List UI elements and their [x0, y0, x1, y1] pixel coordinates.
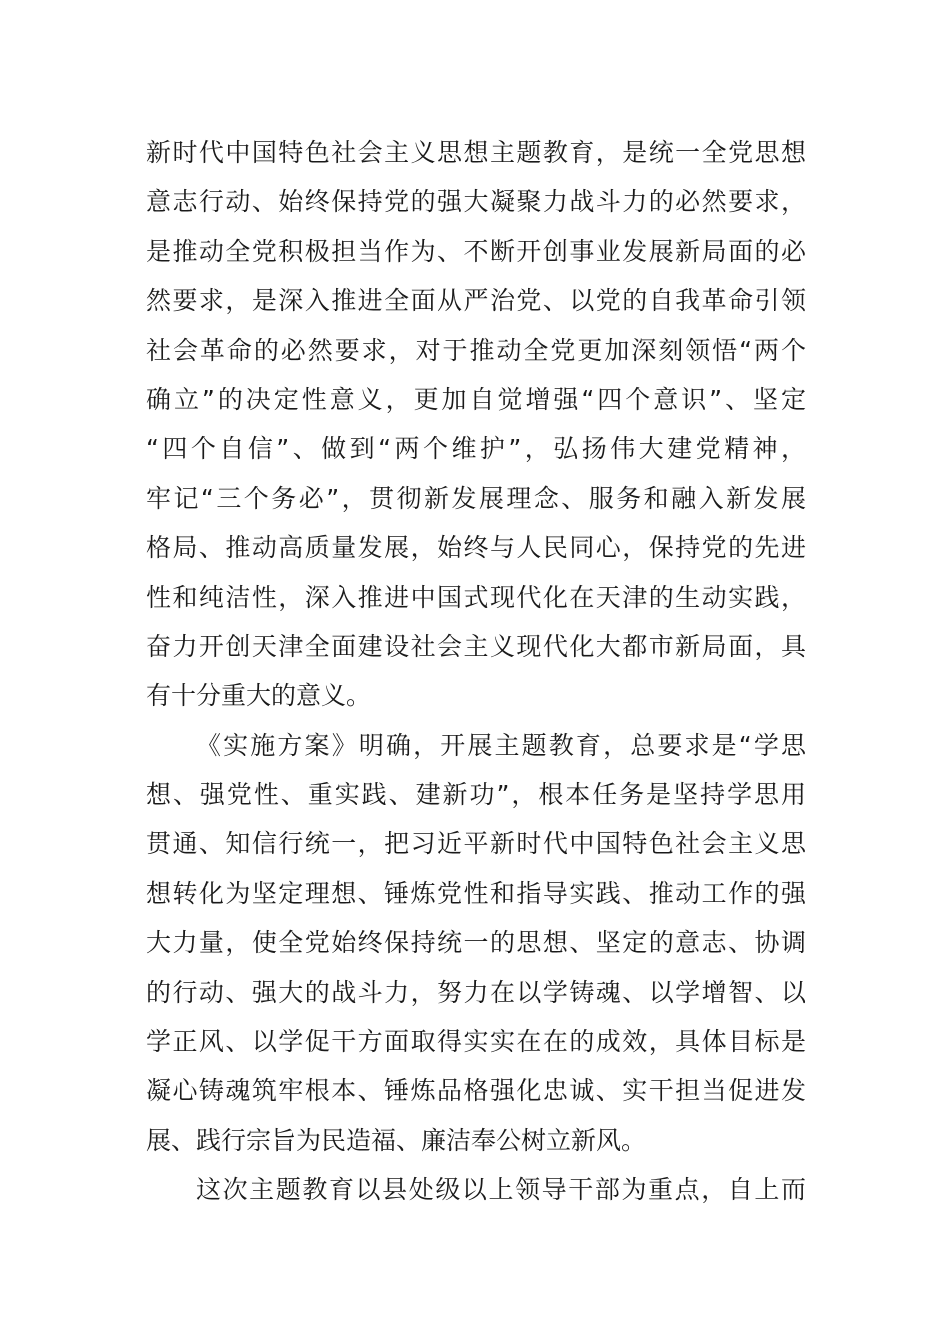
paragraph-3-line-1: 这次主题教育以县处级以上领导干部为重点，自上而	[196, 1175, 806, 1205]
paragraph-2-line-3: 贯通、知信行统一，把习近平新时代中国特色社会主义思	[146, 829, 806, 859]
paragraph-1-line-6: 确立”的决定性意义，更加自觉增强“四个意识”、坚定	[146, 384, 806, 414]
paragraph-1-line-4: 然要求，是深入推进全面从严治党、以党的自我革命引领	[146, 286, 806, 316]
paragraph-2-line-9: 展、践行宗旨为民造福、廉洁奉公树立新风。	[146, 1125, 647, 1155]
paragraph-2-line-8: 凝心铸魂筑牢根本、锤炼品格强化忠诚、实干担当促进发	[146, 1076, 806, 1106]
paragraph-2-line-1: 《实施方案》明确，开展主题教育，总要求是“学思	[196, 730, 806, 760]
paragraph-1-line-9: 格局、推动高质量发展，始终与人民同心，保持党的先进	[146, 533, 806, 563]
paragraph-2-line-5: 大力量，使全党始终保持统一的思想、坚定的意志、协调	[146, 928, 806, 958]
paragraph-2-line-6: 的行动、强大的战斗力，努力在以学铸魂、以学增智、以	[146, 977, 806, 1007]
paragraph-1-line-7: “四个自信”、做到“两个维护”，弘扬伟大建党精神，	[146, 434, 806, 464]
paragraph-1-line-3: 是推动全党积极担当作为、不断开创事业发展新局面的必	[146, 236, 806, 266]
paragraph-1-line-8: 牢记“三个务必”，贯彻新发展理念、服务和融入新发展	[146, 483, 806, 513]
paragraph-2-line-7: 学正风、以学促干方面取得实实在在的成效，具体目标是	[146, 1027, 806, 1057]
paragraph-1-line-10: 性和纯洁性，深入推进中国式现代化在天津的生动实践，	[146, 582, 806, 612]
paragraph-2-line-4: 想转化为坚定理想、锤炼党性和指导实践、推动工作的强	[146, 878, 806, 908]
paragraph-1-line-2: 意志行动、始终保持党的强大凝聚力战斗力的必然要求，	[146, 187, 806, 217]
paragraph-2-line-2: 想、强党性、重实践、建新功”，根本任务是坚持学思用	[146, 780, 806, 810]
paragraph-1-line-5: 社会革命的必然要求，对于推动全党更加深刻领悟“两个	[146, 335, 806, 365]
document-body	[146, 128, 806, 1215]
paragraph-1-line-12: 有十分重大的意义。	[146, 681, 372, 711]
paragraph-1-line-1: 新时代中国特色社会主义思想主题教育，是统一全党思想	[146, 138, 806, 167]
paragraph-1-line-11: 奋力开创天津全面建设社会主义现代化大都市新局面，具	[146, 631, 806, 661]
